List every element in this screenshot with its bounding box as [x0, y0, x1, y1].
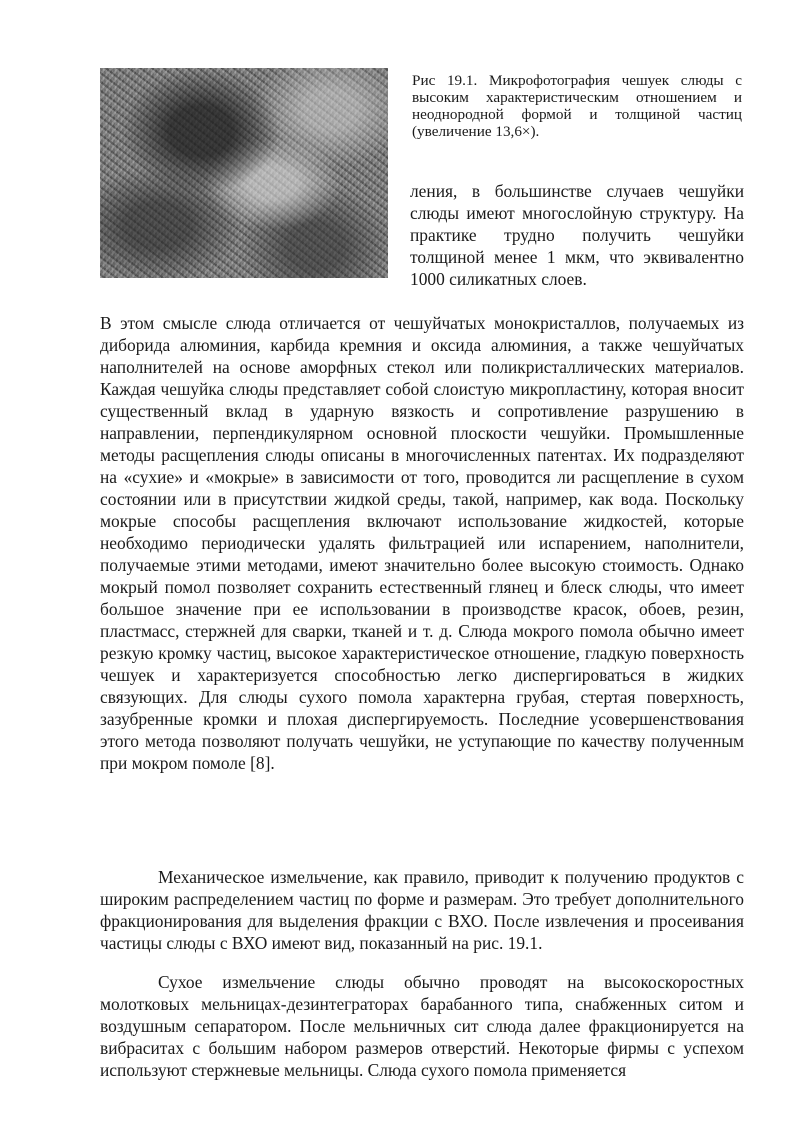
figure-caption: Рис 19.1. Микрофотография чешуек слюды с высоким характеристическим отношением и неоднородной формой и толщиной частиц (увеличение 13,6×).	[412, 72, 742, 140]
mica-micrograph-image	[100, 68, 388, 278]
paragraph-1-wrap: ления, в большинстве случаев чешуйки слюды имеют многослойную структуру. На практике трудно получить чешуйки толщиной менее 1 мкм, что эквивалентно 1000 силикатных слоев.	[410, 181, 744, 289]
paragraph-3: Сухое измельчение слюды обычно проводят на высокоскоростных молотковых мельницах-дезинтеграторах барабанного типа, снабженных ситом и воздушным сепаратором. После мельничных сит слюда далее фракционируется на вибраситах с большим набором размеров отверстий. Некоторые фирмы с успехом используют стержневые мельницы. Слюда сухого помола применяется	[100, 972, 744, 1080]
paragraph-1-continuation: В этом смысле слюда отличается от чешуйчатых монокристаллов, получаемых из диборида алюминия, карбида кремния и оксида алюминия, а также чешуйчатых наполнителей на основе аморфных стекол или поликристаллических материалов. Каждая чешуйка слюды представляет собой слоистую микропластину, которая вносит существенный вклад в ударную вязкость и сопротивление разрушению в направлении, перпендикулярном основной плоскости чешуйки. Промышленные методы расщепления слюды описаны в многочисленных патентах. Их подразделяют на «сухие» и «мокрые» в зависимости от того, проводится ли расщепление в сухом состоянии или в присутствии жидкой среды, такой, например, как вода. Поскольку мокрые способы расщепления включают использование жидкостей, которые необходимо периодически удалять фильтрацией или испарением, наполнители, получаемые этими методами, имеют значительно более высокую стоимость. Однако мокрый помол позволяет сохранить естественный глянец и блеск слюды, что имеет большое значение при ее использовании в производстве красок, обоев, резин, пластмасс, стержней для сварки, тканей и т. д. Слюда мокрого помола обычно имеет резкую кромку частиц, высокое характеристическое отношение, гладкую поверхность чешуек и характеризуется способностью легко диспергироваться в жидких связующих. Для слюды сухого помола характерна грубая, стертая поверхность, зазубренные кромки и плохая диспергируемость. Последние усовершенствования этого метода позволяют получать чешуйки, не уступающие по качеству полученным при мокром помоле [8].	[100, 313, 744, 773]
paragraph-2: Механическое измельчение, как правило, приводит к получению продуктов с широким распределением частиц по форме и размерам. Это требует дополнительного фракционирования для выделения фракции с ВХО. После извлечения и просеивания частицы слюды с ВХО имеют вид, показанный на рис. 19.1.	[100, 867, 744, 953]
